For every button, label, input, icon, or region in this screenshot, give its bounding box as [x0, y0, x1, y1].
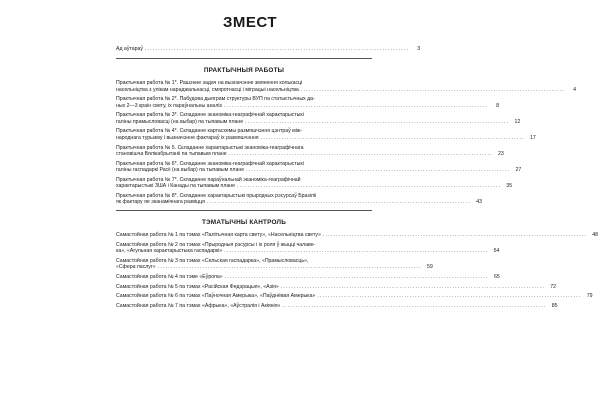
toc-entry [116, 112, 521, 125]
toc-entry [116, 241, 500, 255]
toc-entry-text: народнага турызму і вызначэнне фактараў іх размяшчэння [116, 134, 259, 141]
dot-leader: .................................................................................................... [206, 199, 472, 206]
toc-entry [116, 160, 522, 174]
section-divider [116, 210, 372, 211]
toc-entry-text: Практычная работа № 6*. Складанне эканоміка-геаграфічнай характарыстыкі [116, 160, 304, 167]
toc-entry-text: насельніцтва з улікам нараджальнасці, смяротнасці і міграцыі насельніцтва [116, 86, 299, 93]
toc-page-number: 12 [514, 118, 521, 125]
toc-entry-intro [116, 46, 421, 52]
dot-leader: .................................................................................................... [228, 150, 493, 157]
section-heading-practical: ПРАКТЫЧНЫЯ РАБОТЫ [203, 66, 285, 74]
toc-entry-text: Самастойная работа № 2 па тэмах «Прыродныя рэсурсы і іх роля ў жыцці чалаве- [116, 241, 316, 248]
toc-page-number: 79 [586, 293, 593, 300]
toc-page-number: 85 [551, 303, 558, 310]
toc-page-number: 43 [476, 199, 483, 206]
dot-leader: .................................................................................................... [224, 274, 489, 281]
dot-leader: .................................................................................................... [246, 167, 511, 174]
dot-leader: .................................................................................................... [260, 134, 525, 141]
toc-entry-text: Самастойная работа № 3 па тэмах «Сельская гаспадарка», «Прамысловасць», [116, 257, 309, 264]
toc-entry-text: Практычная работа № 3*. Складанне эканоміка-геаграфічнай характарыстыкі [116, 112, 304, 119]
toc-entry [116, 192, 483, 206]
section-divider [116, 58, 372, 59]
toc-entry [116, 144, 504, 158]
toc-entry-text: Практычная работа № 8*. Складанне характарыстыкі прыродных рэсурсаў Бразіліі [116, 192, 317, 199]
toc-entry [116, 128, 536, 141]
toc-entry-text: ных 2—3 краін свету, іх параўнальны аналіз [116, 102, 222, 109]
dot-leader: .................................................................................................... [317, 293, 582, 300]
toc-entry-text: характарыстыкі ЗША і Канады па тыпавым плане [116, 183, 236, 190]
dot-leader: .................................................................................................... [144, 46, 410, 52]
toc-entry [116, 96, 500, 109]
toc-page-number: 3 [417, 46, 421, 52]
toc-entry [116, 303, 558, 310]
section-practical-entries [116, 80, 576, 206]
toc-entry-text: Самастойная работа № 6 па тэмах «Паўночная Амерыка», «Паўднёвая Амерыка» [116, 293, 316, 300]
toc-entry-text: ка», «Агульная характарыстыка гаспадаркі» [116, 248, 223, 255]
toc-page-number: 35 [506, 183, 513, 190]
toc-page-number: 72 [550, 283, 556, 290]
toc-entry-text: галіны прамысловасці (на выбар) па тыпавым плане [116, 118, 244, 125]
toc-page-number: 17 [529, 134, 536, 141]
toc-entry [116, 293, 593, 300]
toc-page-number: 59 [427, 264, 433, 271]
dot-leader: .................................................................................................... [282, 303, 547, 310]
toc-entry-text: як фактару яе эканамічнага развіцця [116, 199, 205, 206]
toc-entry-text: Самастойная работа № 5 па тэмах «Расійская Федэрацыя», «Азія» [116, 283, 279, 290]
toc-entry-text: Практычная работа № 2*. Пабудова дыяграм структуры ВУП па статыстычных да- [116, 96, 315, 103]
section-control-entries [116, 232, 598, 310]
toc-entry-text: «Сфера паслуг» [116, 264, 156, 271]
toc-page-number: 48 [592, 232, 598, 239]
dot-leader: .................................................................................................... [245, 118, 510, 125]
toc-page-number: 23 [497, 150, 504, 157]
dot-leader: .................................................................................................... [322, 232, 588, 239]
toc-entry-text: Самастойная работа № 1 па тэмах «Палітычная карта свету», «Насельніцтва свету» [116, 232, 321, 239]
toc-entry-text: становішча Вялікабрытаніі па тыпавым плане [116, 150, 227, 157]
toc-entry [116, 257, 433, 271]
dot-leader: .................................................................................................... [280, 283, 545, 290]
dot-leader: .................................................................................................... [157, 264, 422, 271]
toc-entry-text: Практычная работа № 1*. Рашэнне задач на вызначэнне змянення колькасці [116, 80, 303, 87]
toc-entry-text: Практычная работа № 4*. Складанне картасхемы размяшчэння цэнтраў між- [116, 128, 303, 135]
toc-entry-text: Практычная работа № 5. Складанне характарыстыкі эканоміка-геаграфічнага [116, 144, 304, 151]
toc-entry [116, 283, 556, 290]
toc-entry-text: Ад аўтараў [116, 46, 143, 52]
dot-leader: .................................................................................................... [300, 86, 565, 93]
dot-leader: .................................................................................................... [237, 183, 502, 190]
toc-page-number: 8 [496, 102, 500, 109]
toc-page-number: 54 [493, 248, 500, 255]
toc-content [116, 42, 598, 313]
toc-entry [116, 232, 598, 239]
toc-page-number: 65 [494, 274, 500, 281]
toc-entry-text: галіны гаспадаркі Расіі (на выбар) па тыпавым плане [116, 167, 245, 174]
toc-entry-text: Практычная работа № 7*. Складанне параўнальнай эканоміка-геаграфічнай [116, 176, 301, 183]
toc-entry-text: Самастойная работа № 4 па тэме «Еўропа» [116, 274, 223, 281]
toc-page-number: 27 [515, 167, 522, 174]
dot-leader: .................................................................................................... [224, 248, 489, 255]
toc-page-number: 4 [573, 86, 576, 93]
toc-entry [116, 274, 500, 281]
toc-entry-text: Самастойная работа № 7 па тэмах «Афрыка», «Аўстралія і Акіянія» [116, 303, 281, 310]
page-title: ЗМЕСТ [222, 14, 278, 31]
toc-entry [116, 80, 576, 93]
dot-leader: .................................................................................................... [223, 102, 489, 109]
section-heading-control: ТЭМАТЫЧНЫ КАНТРОЛЬ [201, 218, 287, 226]
toc-entry [116, 176, 513, 190]
